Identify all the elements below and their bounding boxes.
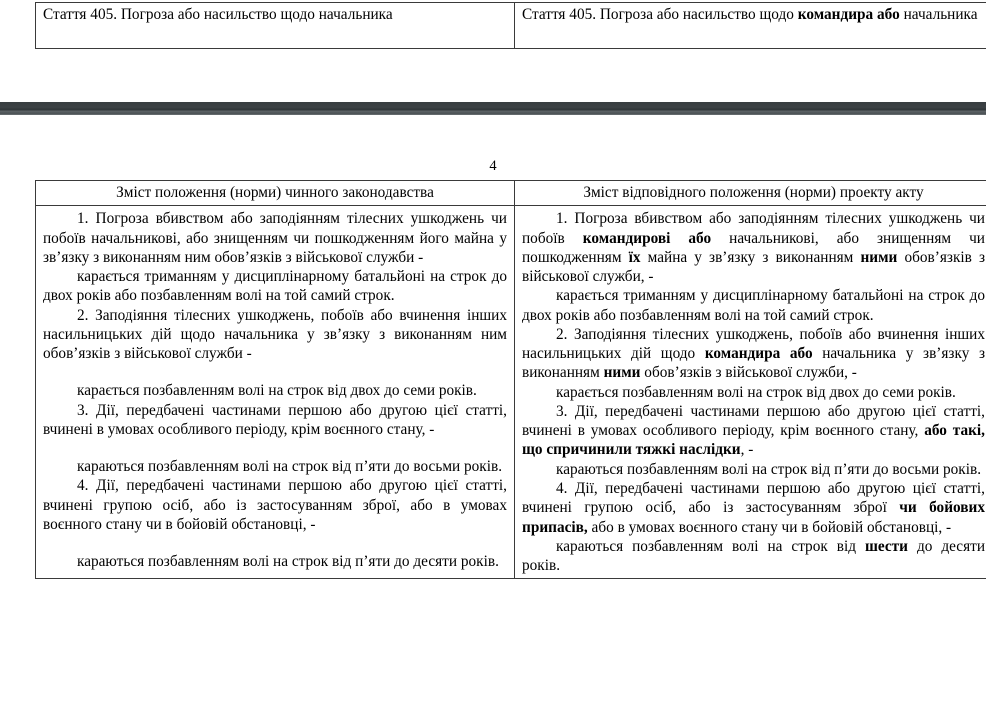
draft-act-cell [515,206,986,579]
right-p2-bold-2: ними [603,364,641,382]
right-paragraph-1 [522,209,985,286]
right-p2-bold-1: командира або [704,345,813,363]
right-p4-text-c: або в умовах воєнного стану чи в бойовій обстановці, - [587,518,952,536]
left-spacer-2 [43,439,507,457]
left-paragraph-3-sanction: караються позбавленням волі на строк від п’яти до восьми років. [77,458,503,476]
left-paragraph-4-sanction: караються позбавленням волі на строк від п’яти до десяти років. [77,553,499,571]
table-row [36,206,986,579]
comparison-table [35,180,986,579]
column-header-current-law: Зміст положення (норми) чинного законодавства [36,181,515,206]
right-p1-text-e: обов’язків з військової служби, - [522,248,985,286]
left-paragraph-3: 3. Дії, передбачені частинами першою або другою цієї статті, вчинені в умовах особливого періоду, крім воєнного стану, - [43,401,507,438]
title-text-part-1: Стаття 405. Погроза або насильство щодо [522,6,798,23]
right-p3-text-c: , - [740,441,754,459]
table-header-row [36,181,986,206]
article-title-draft-cell [515,3,986,49]
left-paragraph-4: 4. Дії, передбачені частинами першою або другою цієї статті, вчинені групою осіб, або із застосуванням зброї, або в умовах воєнного стану чи в бойовій обстановці, - [43,477,507,533]
right-p1-text-c: начальникові, або знищенням чи пошкодженням [522,229,985,266]
article-title-table [35,2,986,49]
right-p4-text-a: 4. Дії, передбачені частинами першою або другою цієї статті, вчинені групою осіб, або із застосуванням зброї [522,479,985,517]
right-p4-sanction-bold-1: шести [864,537,908,555]
right-paragraph-2 [522,325,985,383]
right-p2-text-d: обов’язків з військової служби, - [640,364,857,382]
right-paragraph-1-sanction: карається триманням у дисциплінарному батальйоні на строк до двох років або позбавленням волі на той самий строк. [522,287,985,324]
right-p2-text-c: начальника у зв’язку з виконанням [522,345,985,382]
left-spacer-3 [43,534,507,552]
right-paragraph-3-sanction: караються позбавленням волі на строк від п’яти до восьми років. [556,460,982,478]
right-p1-text-a: 1. Погроза вбивством або заподіянням тілесних ушкоджень чи побоїв [522,210,985,247]
right-p4-bold-1: чи бойових припасів, [522,499,985,536]
right-p1-bold-1: командирові або [582,229,712,247]
right-p4-sanction-text-a: караються позбавленням волі на строк від [556,537,865,555]
right-paragraph-3 [522,402,985,460]
page-number: 4 [489,158,497,174]
left-paragraph-2-sanction: карається позбавленням волі на строк від двох до семи років. [77,382,477,400]
right-p3-text-a: 3. Дії, передбачені частинами першою або другою цієї статті, вчинені в умовах особливого періоду, крім воєнного стану, [522,402,985,440]
right-p1-text-d: майна у зв’язку з виконанням [640,248,861,266]
title-bold-amendment-1: командира або [797,6,900,23]
right-paragraph-4 [522,479,985,537]
page-separator-band [0,102,986,115]
right-p1-bold-3: ними [860,248,898,266]
article-title-current-cell: Стаття 405. Погроза або насильство щодо начальника [36,3,515,49]
right-p1-bold-2: їх [628,248,641,266]
left-paragraph-1-sanction: карається триманням у дисциплінарному батальйоні на строк до двох років або позбавленням волі на той самий строк. [43,268,507,305]
right-p2-text-a: 2. Заподіяння тілесних ушкоджень, побоїв або вчинення інших насильницьких дій щодо [522,325,985,363]
title-text-part-2: начальника [899,6,978,23]
left-paragraph-2: 2. Заподіяння тілесних ушкоджень, побоїв або вчинення інших насильницьких дій щодо начальника у зв’язку з виконанням ним обов’язків з військової служби - [43,306,507,363]
left-spacer-1 [43,363,507,381]
current-law-cell [36,206,515,579]
right-paragraph-2-sanction: карається позбавленням волі на строк від двох до семи років. [556,383,956,401]
right-p4-sanction-text-c: до десяти років. [522,537,986,575]
left-paragraph-1: 1. Погроза вбивством або заподіянням тілесних ушкоджень чи побоїв начальникові, або знищенням чи пошкодженням його майна у зв’язку з виконанням ним обов’язків з військової служби - [43,210,507,266]
table-row [36,3,986,49]
right-p3-bold-1: або такі, що спричинили тяжкі наслідки [522,422,985,459]
right-paragraph-4-sanction [522,537,985,576]
column-header-draft-act: Зміст відповідного положення (норми) проекту акту [515,181,986,206]
